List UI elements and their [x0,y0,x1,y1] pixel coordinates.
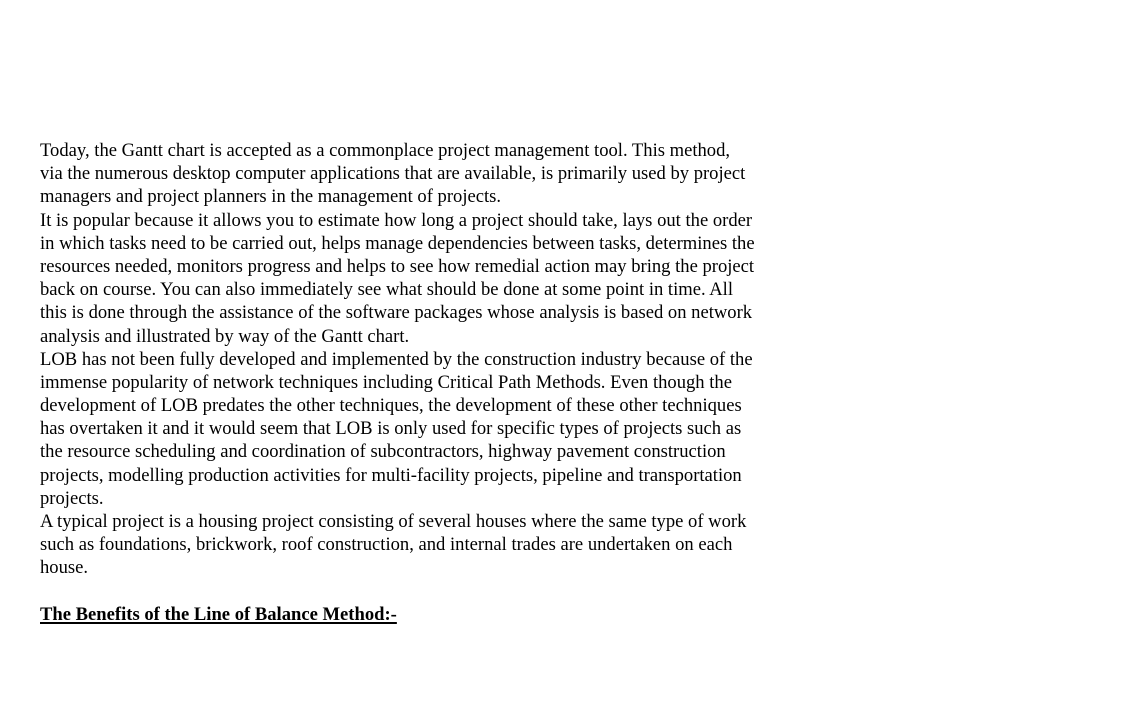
text-line: this is done through the assistance of the software packages whose analysis is based on network [40,302,753,324]
text-line: such as foundations, brickwork, roof construction, and internal trades are undertaken on each [40,534,733,556]
text-line: development of LOB predates the other techniques, the development of these other techniques [40,395,742,417]
text-line: house. [40,557,89,579]
text-line: projects, modelling production activities for multi-facility projects, pipeline and transportation [40,464,742,486]
text-line: It is popular because it allows you to estimate how long a project should take, lays out the order [40,209,753,231]
paragraph-gantt-popularity [40,209,840,348]
document-body [40,139,840,626]
text-line: analysis and illustrated by way of the Gantt chart. [40,325,410,347]
text-line: back on course. You can also immediately see what should be done at some point in time. All [40,279,734,301]
blank-line [40,580,840,603]
text-line: LOB has not been fully developed and implemented by the construction industry because of the [40,348,753,370]
paragraph-gantt-intro [40,139,840,209]
paragraph-lob-development [40,348,840,510]
text-line: in which tasks need to be carried out, helps manage dependencies between tasks, determines the [40,232,755,254]
text-line: projects. [40,487,104,509]
section-heading: The Benefits of the Line of Balance Method:- [40,603,397,625]
text-line: has overtaken it and it would seem that LOB is only used for specific types of projects such as [40,418,742,440]
text-line: managers and project planners in the management of projects. [40,186,502,208]
text-line: Today, the Gantt chart is accepted as a commonplace project management tool. This method, [40,140,731,161]
text-line: immense popularity of network techniques including Critical Path Methods. Even though the [40,371,732,393]
text-line: A typical project is a housing project consisting of several houses where the same type of work [40,511,747,532]
paragraph-typical-project [40,510,840,580]
text-line: resources needed, monitors progress and helps to see how remedial action may bring the project [40,255,755,277]
text-line: the resource scheduling and coordination of subcontractors, highway pavement construction [40,441,726,463]
text-line: via the numerous desktop computer applications that are available, is primarily used by project [40,163,746,185]
